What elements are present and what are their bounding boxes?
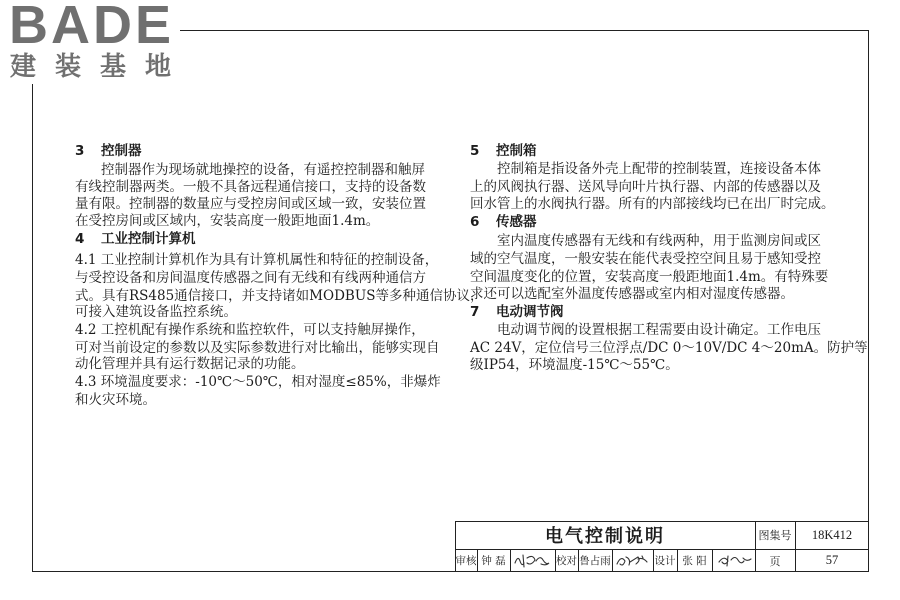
title-block [455, 521, 869, 572]
text-line: 上的风阀执行器、送风导向叶片执行器、内部的传感器以及 [470, 179, 821, 195]
text-line: 求还可以选配室外温度传感器或室内相对湿度传感器。 [470, 286, 794, 302]
text-line: 回水管上的水阀执行器。所有的内部接线均已在出厂时完成。 [470, 196, 835, 212]
section-number: 6 [470, 214, 480, 230]
text-line: 控制器作为现场就地操控的设备，有遥控控制器和触屏 [101, 162, 425, 178]
designer-signature [712, 549, 755, 572]
page-label: 页 [769, 554, 781, 568]
section-title: 控制器 [101, 143, 142, 159]
checker-name: 鲁占雨 [579, 555, 611, 567]
section-title: 传感器 [496, 214, 537, 230]
reviewer-name: 钟 磊 [481, 555, 506, 567]
text-line: 域的空气温度，一般安装在能代表受控空间且易于感知受控 [470, 251, 821, 267]
text-line: 量有限。控制器的数量应与受控房间或区域一致，安装位置 [75, 196, 426, 212]
text-line: 在受控房间或区域内，安装高度一般距地面1.4m。 [75, 213, 380, 229]
text-line: 与受控设备和房间温度传感器之间有无线和有线两种通信方 [75, 270, 426, 286]
section-heading-7 [470, 304, 564, 321]
signature-scribble [612, 549, 653, 572]
section-title: 电动调节阀 [496, 304, 564, 320]
section-number: 7 [470, 304, 480, 320]
text-line: 式。具有RS485通信接口，并支持诸如MODBUS等多种通信协议， [75, 288, 484, 304]
text-line: 空间温度变化的位置，安装高度一般距地面1.4m。有特殊要 [470, 269, 829, 285]
text-line: 可接入建筑设备监控系统。 [75, 304, 237, 320]
text-line: 室内温度传感器有无线和有线两种，用于监测房间或区 [497, 233, 821, 249]
text-line: 电动调节阀的设置根据工程需要由设计确定。工作电压 [497, 322, 821, 338]
logo-tagline: 建装基地 [10, 52, 191, 82]
brand-logo [0, 0, 191, 84]
text-line: 有线控制器两类。一般不具备远程通信接口，支持的设备数 [75, 179, 426, 195]
reviewer-signature [510, 549, 555, 572]
signature-scribble [712, 549, 755, 572]
section-title: 工业控制计算机 [101, 231, 196, 247]
text-line: 4.1 工业控制计算机作为具有计算机属性和特征的控制设备， [75, 252, 439, 268]
section-heading-5 [470, 143, 537, 160]
section-heading-4 [75, 231, 196, 248]
atlas-number-label: 图集号 [758, 529, 792, 542]
section-title: 控制箱 [496, 143, 537, 159]
text-line: 级IP54，环境温度-15℃～55℃。 [470, 357, 679, 373]
section-heading-3 [75, 143, 142, 160]
section-number: 3 [75, 143, 85, 159]
signature-scribble [510, 549, 555, 572]
text-line: 和火灾环境。 [75, 392, 156, 408]
atlas-number: 18K412 [811, 527, 853, 542]
checked-label: 校对 [556, 555, 577, 567]
section-heading-6 [470, 214, 537, 231]
designer-name: 张 阳 [682, 555, 707, 567]
checker-signature [612, 549, 653, 572]
text-line: 4.2 工控机配有操作系统和监控软件，可以支持触屏操作， [75, 322, 425, 338]
section-number: 4 [75, 231, 85, 247]
page-number: 57 [825, 553, 839, 567]
text-line: 动化管理并具有运行数据记录的功能。 [75, 356, 305, 372]
reviewed-label: 审核 [455, 555, 477, 567]
text-line: 4.3 环境温度要求：-10℃～50℃，相对湿度≤85%，非爆炸 [75, 374, 441, 390]
text-line: 控制箱是指设备外壳上配带的控制装置，连接设备本体 [497, 161, 821, 177]
text-line: AC 24V，定位信号三位浮点/DC 0～10V/DC 4～20mA。防护等 [470, 340, 868, 356]
section-number: 5 [470, 143, 480, 159]
designed-label: 设计 [654, 555, 676, 567]
logo-brand-text: BADE [9, 0, 175, 55]
text-line: 可对当前设定的参数以及实际参数进行对比输出，能够实现自 [75, 340, 440, 356]
drawing-title: 电气控制说明 [545, 526, 665, 547]
